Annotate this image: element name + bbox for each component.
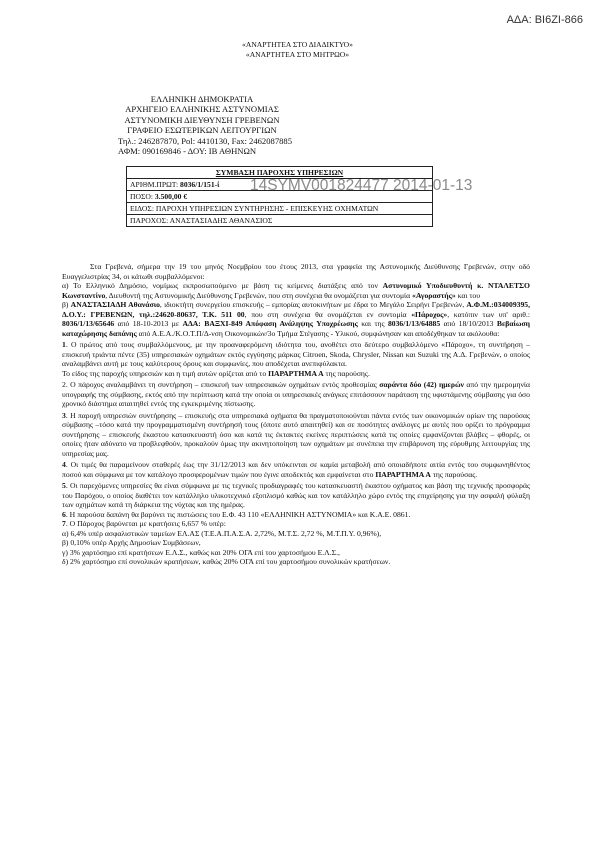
protocol-number: 8036/1/151-ί (180, 179, 220, 189)
header-directorate: ΑΣΤΥΝΟΜΙΚΗ ΔΙΕΥΘΥΝΣΗ ΓΡΕΒΕΝΩΝ (124, 114, 280, 125)
contract-provider: ΠΑΡΟΧΟΣ: ΑΝΑΣΤΑΣΙΑΔΗΣ ΑΘΑΝΑΣΙΟΣ (127, 215, 433, 227)
contract-title: ΣΥΜΒΑΣΗ ΠΑΡΟΧΗΣ ΥΠΗΡΕΣΙΩΝ (127, 167, 433, 179)
posted-internet: «ΑΝΑΡΤΗΤΕΑ ΣΤΟ ΔΙΑΔΙΚΤΥΟ» (242, 40, 353, 49)
clause-1: 1. Ο πρώτος από τους συμβαλλόμενους, με την προαναφερόμενη ιδιότητα του, ανοθέτει στο δεύτερο συμβαλλόμενο «Πάροχο», τη συντήρηση – επισκευή τριάντα πέντε (35) υπηρεσιακών οχημάτων εκτός εγγύησης μάρκας Citroen, Skoda, Chrysler, Nissan και Suzuki της Α.Δ. Γρεβενών, ο οποίος αναλαμβάνει αυτή με τους καλύτερους όρους και συμφωνίες, που αποδέχεται ανεπιφύλακτα. (62, 340, 530, 368)
clause-7-b: β) 0,10% υπέρ Αρχής Δημοσίων Συμβάσεων, (62, 538, 201, 547)
letterhead (78, 94, 326, 156)
party-b-paragraph: β) ΑΝΑΣΤΑΣΙΑΔΗ Αθανάσιο, ιδιοκτήτη συνεργείου επισκευής – εμπορίας αυτοκινήτων με έδρα το Μεγάλο Σειρήνι Γρεβενών, Α.Φ.Μ.:034009395, Δ.Ο.Υ.: ΓΡΕΒΕΝΩΝ, τηλ.:24620-80637, Τ.Κ. 511 00, που στη συνέχεια θα ονομάζεται εν συντομία «Πάροχος», κατόπιν των υπ' αριθ.: 8036/1/13/65646 από 18-10-2013 με ΑΔΑ: ΒΑΞΧΙ-849 Απόφαση Ανάληψης Υποχρέωσης και της 8036/1/13/64885 από 18/10/2013 Βεβαίωση καταχώρησης δαπάνης από Α.Ε.Α./Κ.Ο.Τ.Π/Δ-νση Οικονομικών/3ο Τμήμα Στέγασης - Υλικού, συμφώνησαν και αποδέχθηκαν τα ακόλουθα: (62, 300, 531, 338)
clause-7-c: γ) 3% χαρτόσημο επί κρατήσεων Ε.Λ.Σ., καθώς και 20% ΟΓΑ επί του χαρτοσήμου Ε.Λ.Σ., (62, 547, 340, 557)
clause-5: 5. Οι παρεχόμενες υπηρεσίες θα είναι σύμφωνα με τις τεχνικές προδιαγραφές του κατασκευαστή έκαστου οχήματος και βάση της τεχνικής προσφοράς του Παρόχου, ο οποίος διαθέτει τον κατάλληλο υλικοτεχνικό εξοπλισμό καθώς και τον κατάλληλο χώρο εντός της επιχείρησης για την ασφαλή φύλαξη των οχημάτων κατά τη διάρκεια της νύχτας και της ημέρας. (62, 481, 530, 509)
clause-6: 6. Η παρούσα δαπάνη θα βαρύνει τις πιστώσεις του Ε.Φ. 43 110 «ΕΛΛΗΝΙΚΗ ΑΣΤΥΝΟΜΙΑ» και Κ.Α.Ε. 0861. (62, 509, 411, 519)
intro-paragraph: Στα Γρεβενά, σήμερα την 19 του μηνός Νοεμβρίου του έτους 2013, στα γραφεία της Αστυνομικής Διεύθυνσης Γρεβενών, στην οδό Ευαγγελιστρίας 34, οι κάτωθι συμβαλλόμενοι: (62, 262, 530, 281)
header-republic: ΕΛΛΗΝΙΚΗ ΔΗΜΟΚΡΑΤΙΑ (150, 94, 254, 104)
header-headquarters: ΑΡΧΗΓΕΙΟ ΕΛΛΗΝΙΚΗΣ ΑΣΤΥΝΟΜΙΑΣ (125, 104, 279, 115)
contract-type: ΕΙΔΟΣ: ΠΑΡΟΧΗ ΥΠΗΡΕΣΙΩΝ ΣΥΝΤΗΡΗΣΗΣ - ΕΠΙΣΚΕΥΗΣ ΟΧΗΜΑΤΩΝ (127, 203, 433, 215)
header-afm: ΑΦΜ: 090169846 - ΔΟΥ: ΙΒ ΑΘΗΝΩΝ (118, 146, 257, 157)
party-a-paragraph: α) Το Ελληνικό Δημόσιο, νομίμως εκπροσωπούμενο με βάση τις κείμενες διατάξεις από τον Αστυνομικό Υποδιευθυντή κ. ΝΤΑΛΕΤΣΟ Κωνσταντίνο, Διευθυντή της Αστυνομικής Διεύθυνσης Γρεβενών, που στη συνέχεια θα ονομάζεται για συντομία «Αγοραστής» και του (62, 281, 530, 300)
contract-info-table (126, 166, 433, 227)
header-phones: Τηλ.: 246287870, Pol: 4410130, Fax: 2462087885 (118, 135, 293, 146)
registry-stamp: 14SYMV001824477 2014-01-13 (250, 177, 473, 194)
posted-registry: «ΑΝΑΡΤΗΤΕΑ ΣΤΟ ΜΗΤΡΩΟ» (245, 49, 350, 59)
clause-3: 3. Η παροχή υπηρεσιών συντήρησης – επισκευής στα υπηρεσιακά οχήματα θα πραγματοποιούνται πάντα εντός των οικονομικών ορίων της παρούσας σύμβασης –τόσο κατά την προγραμματισμένη συντήρησή τους (όποτε αυτό απαιτηθεί) και σε ποσότητες ανάλογες με αυτές που ορίζει το πρόγραμμα συντήρησης – επισκευής έκαστου κατασκευαστή όσο και κατά τις έκτακτες εκείνες περιπτώσεις κατά τις οποίες εμφανίζονται βλάβες – φθορές, οι οποίες ήταν αδύνατο να προβλεφθούν, προκαλούν όμως την ακινητοποίηση των οχημάτων με συνέπεια την επιβάρυνση της εύρυθμης λειτουργίας της υπηρεσίας μας. (62, 410, 530, 458)
contract-body (62, 262, 530, 567)
contract-protocol: ΑΡΙΘΜ.ΠΡΩΤ: 8036/1/151-ί (127, 179, 433, 191)
clause-1-annex: Το είδος της παροχής υπηρεσιών και η τιμή αυτών ορίζεται από το ΠΑΡΑΡΤΗΜΑ Α της παρούσης. (62, 368, 370, 378)
clause-4: 4. Οι τιμές θα παραμείνουν σταθερές έως την 31/12/2013 και δεν υπόκεινται σε καμία μεταβολή από οποιαδήποτε αιτία εντός του συμφωνηθέντος ποσού και σύμφωνα με τον κατάλογο προσφερομένων τιμών που έγινε αποδεκτός και εμφαίνεται στο ΠΑΡΑΡΤΗΜΑ Α της παρούσας. (62, 460, 530, 479)
amount-value: 3.500,00 € (154, 191, 188, 201)
clause-7-d: δ) 2% χαρτόσημο επί συνολικών κρατήσεων, καθώς 20% ΟΓΑ επί του χαρτοσήμου συνολικών κρατήσεων. (62, 557, 391, 566)
posting-notice (0, 40, 595, 59)
clause-7: 7. Ο Πάροχος βαρύνεται με κρατήσεις 6,657 % υπέρ: (62, 519, 226, 528)
clause-2: 2. Ο πάροχος αναλαμβάνει τη συντήρηση – επισκευή των υπηρεσιακών οχημάτων εντός προθεσμίας σαράντα δύο (42) ημερών από την ημερομηνία υπογραφής της σύμβασης, εκτός από την περίπτωση κατά την οποία οι υπηρεσιακές ανάγκες επιτάσσουν παράταση της υφιστάμενης σύμβασης για όσο χρονικό διάστημα απαιτηθεί εντός της εγκεκριμένης πίστωσης. (62, 380, 530, 408)
clause-7-a: α) 6,4% υπέρ ασφαλιστικών ταμείων ΕΛ.ΑΣ (Τ.Ε.Α.Π.Α.Σ.Α. 2,72%, Μ.Τ.Σ. 2,72 %, Μ.Τ.Π.Υ. 0,96%), (62, 528, 382, 538)
contract-amount: ΠΟΣΟ: 3.500,00 € (127, 191, 433, 203)
ada-code: ΑΔΑ: ΒΙ6ΖΙ-866 (506, 14, 583, 26)
header-office: ΓΡΑΦΕΙΟ ΕΣΩΤΕΡΙΚΩΝ ΛΕΙΤΟΥΡΓΙΩΝ (127, 125, 277, 136)
